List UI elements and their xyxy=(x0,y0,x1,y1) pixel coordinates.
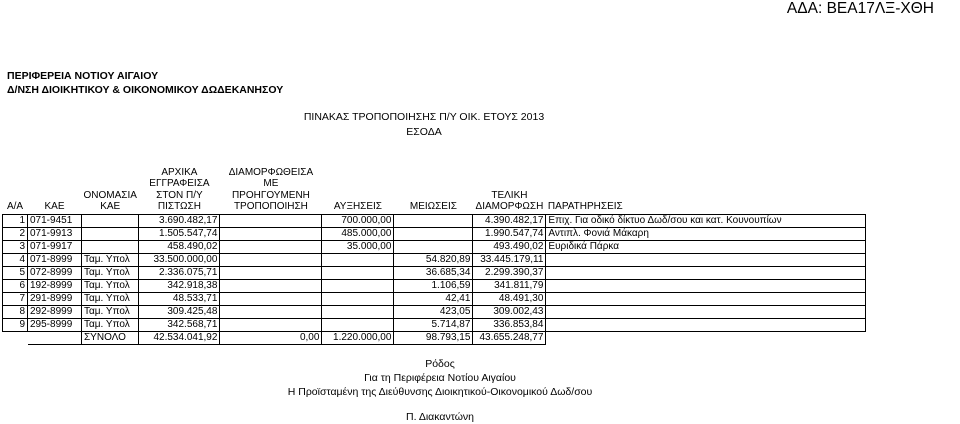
table-row xyxy=(3,227,866,240)
cell-final: 2.299.390,37 xyxy=(473,266,546,279)
cell-final: 336.853,84 xyxy=(473,318,546,331)
cell-final: 48.491,30 xyxy=(473,292,546,305)
cell-final: 341.811,79 xyxy=(473,279,546,292)
cell-aa: 7 xyxy=(3,292,28,305)
cell-increase xyxy=(322,279,394,292)
cell-initial: 48.533,71 xyxy=(139,292,220,305)
header-row xyxy=(3,146,866,214)
cell-increase xyxy=(322,266,394,279)
org-directorate: Δ/ΝΣΗ ΔΙΟΙΚΗΤΙΚΟΥ & ΟΙΚΟΝΟΜΙΚΟΥ ΔΩΔΕΚΑΝΗΣΟΥ xyxy=(7,84,284,96)
cell-name xyxy=(82,227,139,240)
cell-initial: 33.500.000,00 xyxy=(139,253,220,266)
cell-initial: 342.918,38 xyxy=(139,279,220,292)
cell-decrease xyxy=(394,240,473,253)
cell-previous xyxy=(220,279,322,292)
col-aa: Α/Α xyxy=(6,201,24,212)
cell-final: 4.390.482,17 xyxy=(473,214,546,227)
cell-notes: Αντιπλ. Φονιά Μάκαρη xyxy=(546,227,866,240)
cell-aa xyxy=(3,331,28,344)
table-row xyxy=(3,266,866,279)
cell-notes xyxy=(546,305,866,318)
cell-previous xyxy=(220,305,322,318)
cell-aa: 1 xyxy=(3,214,28,227)
cell-kae xyxy=(28,331,82,344)
col-notes: ΠΑΡΑΤΗΡΗΣΕΙΣ xyxy=(547,201,623,212)
cell-notes: Επιχ. Για οδικό δίκτυο Δωδ/σου και κατ. Κουνουπίων xyxy=(546,214,866,227)
cell-name xyxy=(82,214,139,227)
table-row xyxy=(3,292,866,305)
cell-name xyxy=(82,240,139,253)
cell-notes xyxy=(546,318,866,331)
cell-name: Ταμ. Υπολ xyxy=(82,279,139,292)
cell-initial: 1.505.547,74 xyxy=(139,227,220,240)
cell-decrease: 36.685,34 xyxy=(394,266,473,279)
cell-kae: 292-8999 xyxy=(28,305,82,318)
col-name: ΟΝΟΜΑΣΙΑ ΚΑΕ xyxy=(83,189,137,212)
cell-previous xyxy=(220,253,322,266)
cell-final: 1.990.547,74 xyxy=(473,227,546,240)
cell-kae: 295-8999 xyxy=(28,318,82,331)
col-decrease: ΜΕΙΩΣΕΙΣ xyxy=(409,201,457,212)
cell-decrease xyxy=(394,214,473,227)
table-row xyxy=(3,253,866,266)
cell-final: 493.490,02 xyxy=(473,240,546,253)
cell-name: Ταμ. Υπολ xyxy=(82,253,139,266)
cell-kae: 291-8999 xyxy=(28,292,82,305)
cell-previous xyxy=(220,318,322,331)
cell-previous xyxy=(220,227,322,240)
cell-increase xyxy=(322,305,394,318)
budget-table xyxy=(2,146,866,345)
cell-decrease: 1.106,59 xyxy=(394,279,473,292)
cell-aa: 3 xyxy=(3,240,28,253)
cell-notes xyxy=(546,331,866,344)
cell-increase xyxy=(322,253,394,266)
cell-aa: 8 xyxy=(3,305,28,318)
cell-name: Ταμ. Υπολ xyxy=(82,266,139,279)
cell-kae: 071-9451 xyxy=(28,214,82,227)
cell-previous xyxy=(220,240,322,253)
footer-signer: Π. Διακαντώνη xyxy=(406,411,474,423)
footer-place: Ρόδος xyxy=(425,358,455,370)
cell-final: 309.002,43 xyxy=(473,305,546,318)
cell-kae: 192-8999 xyxy=(28,279,82,292)
total-increase: 1.220.000,00 xyxy=(322,331,394,344)
cell-name: Ταμ. Υπολ xyxy=(82,318,139,331)
cell-aa: 6 xyxy=(3,279,28,292)
org-region: ΠΕΡΙΦΕΡΕΙΑ ΝΟΤΙΟΥ ΑΙΓΑΙΟΥ xyxy=(7,70,159,82)
cell-previous xyxy=(220,292,322,305)
cell-decrease: 42,41 xyxy=(394,292,473,305)
cell-initial: 342.568,71 xyxy=(139,318,220,331)
cell-kae: 071-9917 xyxy=(28,240,82,253)
table-title: ΠΙΝΑΚΑΣ ΤΡΟΠΟΠΟΙΗΣΗΣ Π/Υ ΟΙΚ. ΕΤΟΥΣ 2013 xyxy=(303,111,545,123)
cell-notes xyxy=(546,292,866,305)
table-row xyxy=(3,279,866,292)
cell-aa: 9 xyxy=(3,318,28,331)
table-subtitle: ΕΣΟΔΑ xyxy=(406,126,442,138)
cell-name: Ταμ. Υπολ xyxy=(82,305,139,318)
table-row xyxy=(3,214,866,227)
cell-kae: 071-8999 xyxy=(28,253,82,266)
cell-initial: 458.490,02 xyxy=(139,240,220,253)
cell-name: Ταμ. Υπολ xyxy=(82,292,139,305)
cell-previous xyxy=(220,266,322,279)
cell-increase: 700.000,00 xyxy=(322,214,394,227)
cell-previous xyxy=(220,214,322,227)
cell-increase: 485.000,00 xyxy=(322,227,394,240)
col-previous: ΔΙΑΜΟΡΦΩΘΕΙΣΑ ΜΕ ΠΡΟΗΓΟΥΜΕΝΗ ΤΡΟΠΟΠΟΙΗΣΗ xyxy=(228,166,314,212)
col-initial: ΑΡΧΙΚΑ ΕΓΓΡΑΦΕΙΣΑ ΣΤΟΝ Π/Υ ΠΙΣΤΩΣΗ xyxy=(149,166,210,212)
cell-increase xyxy=(322,318,394,331)
cell-initial: 309.425,48 xyxy=(139,305,220,318)
footer-role: Η Προϊσταμένη της Διεύθυνσης Διοικητικού-Οικονομικού Δωδ/σου xyxy=(287,386,593,398)
cell-final: 33.445.179,11 xyxy=(473,253,546,266)
total-decrease: 98.793,15 xyxy=(394,331,473,344)
col-final: ΤΕΛΙΚΗ ΔΙΑΜΟΡΦΩΣΗ xyxy=(475,189,544,212)
cell-decrease xyxy=(394,227,473,240)
table-row xyxy=(3,318,866,331)
total-initial: 42.534.041,92 xyxy=(139,331,220,344)
cell-decrease: 54.820,89 xyxy=(394,253,473,266)
col-increase: ΑΥΞΗΣΕΙΣ xyxy=(333,201,382,212)
cell-aa: 4 xyxy=(3,253,28,266)
cell-notes: Ευριδικά Πάρκα xyxy=(546,240,866,253)
footer-for: Για τη Περιφέρεια Νοτίου Αιγαίου xyxy=(364,372,516,384)
cell-increase: 35.000,00 xyxy=(322,240,394,253)
total-final: 43.655.248,77 xyxy=(473,331,546,344)
cell-notes xyxy=(546,266,866,279)
col-kae: ΚΑΕ xyxy=(44,201,65,212)
cell-aa: 5 xyxy=(3,266,28,279)
cell-decrease: 5.714,87 xyxy=(394,318,473,331)
cell-initial: 2.336.075,71 xyxy=(139,266,220,279)
cell-kae: 071-9913 xyxy=(28,227,82,240)
table-row xyxy=(3,240,866,253)
cell-notes xyxy=(546,253,866,266)
cell-decrease: 423,05 xyxy=(394,305,473,318)
total-label: ΣΥΝΟΛΟ xyxy=(82,331,139,344)
doc-code: ΑΔΑ: ΒΕΑ17ΛΞ-ΧΘΗ xyxy=(786,0,934,17)
total-previous: 0,00 xyxy=(220,331,322,344)
cell-increase xyxy=(322,292,394,305)
cell-notes xyxy=(546,279,866,292)
table-row xyxy=(3,305,866,318)
cell-kae: 072-8999 xyxy=(28,266,82,279)
cell-aa: 2 xyxy=(3,227,28,240)
cell-initial: 3.690.482,17 xyxy=(139,214,220,227)
total-row xyxy=(3,331,866,344)
